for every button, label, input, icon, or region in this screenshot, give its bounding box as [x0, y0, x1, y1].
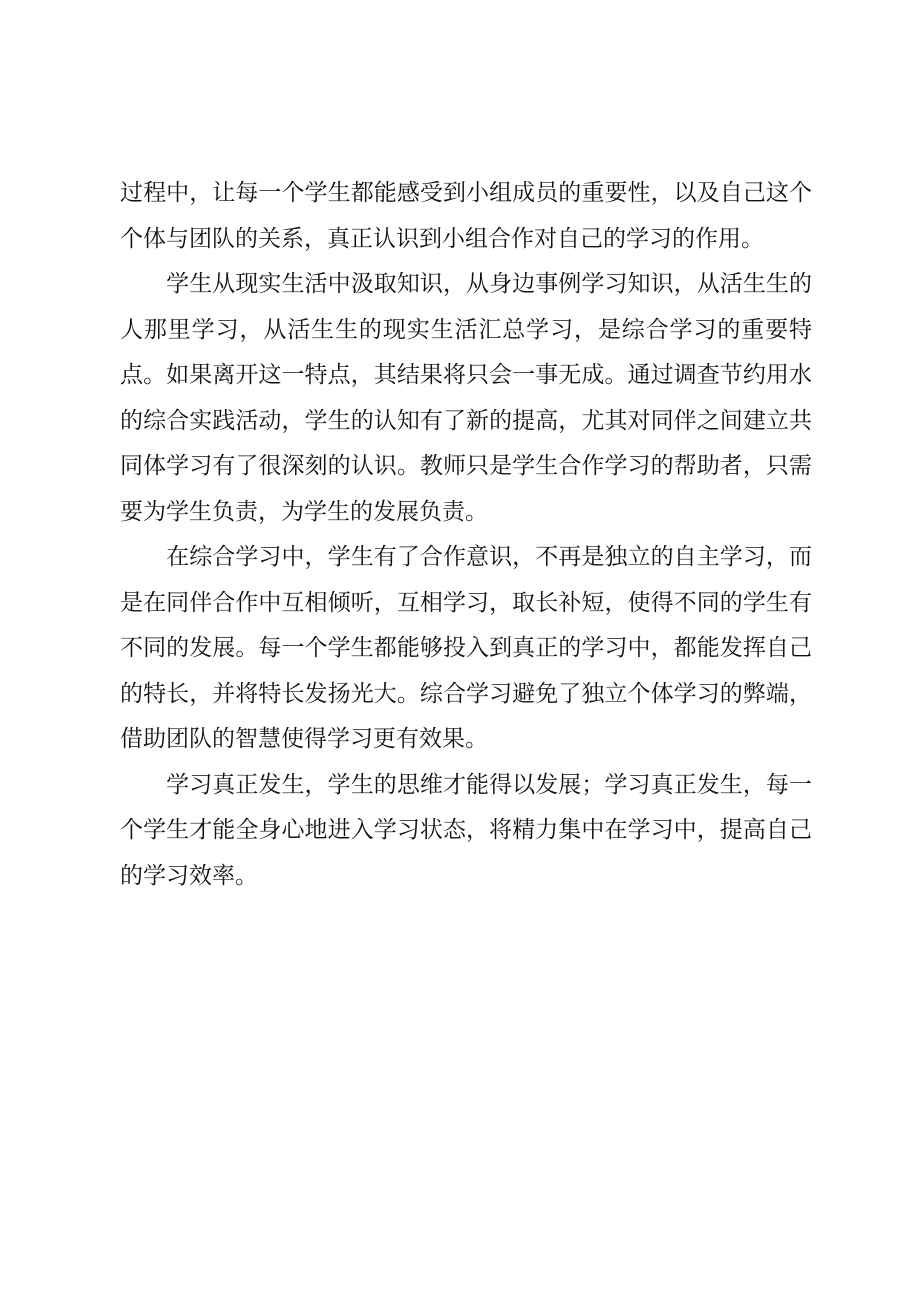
paragraph-real-life-learning: 学生从现实生活中汲取知识，从身边事例学习知识，从活生生的人那里学习，从活生生的现实生活汇总学习，是综合学习的重要特点。如果离开这一特点，其结果将只会一事无成。通过调查节约用水的综合实践活动，学生的认知有了新的提高，尤其对同伴之间建立共同体学习有了很深刻的认识。教师只是学生合作学习的帮助者，只需要为学生负责，为学生的发展负责。 — [120, 271, 812, 525]
document-body — [120, 171, 812, 899]
paragraph-learning-efficiency: 学习真正发生，学生的思维才能得以发展；学习真正发生，每一个学生才能全身心地进入学习状态，将精力集中在学习中，提高自己的学习效率。 — [120, 771, 812, 889]
paragraph-cooperation-awareness: 在综合学习中，学生有了合作意识，不再是独立的自主学习，而是在同伴合作中互相倾听，互相学习，取长补短，使得不同的学生有不同的发展。每一个学生都能够投入到真正的学习中，都能发挥自己的特长，并将特长发扬光大。综合学习避免了独立个体学习的弊端，借助团队的智慧使得学习更有效果。 — [120, 544, 812, 752]
paragraph-continuation: 过程中，让每一个学生都能感受到小组成员的重要性，以及自己这个个体与团队的关系，真正认识到小组合作对自己的学习的作用。 — [120, 180, 812, 252]
